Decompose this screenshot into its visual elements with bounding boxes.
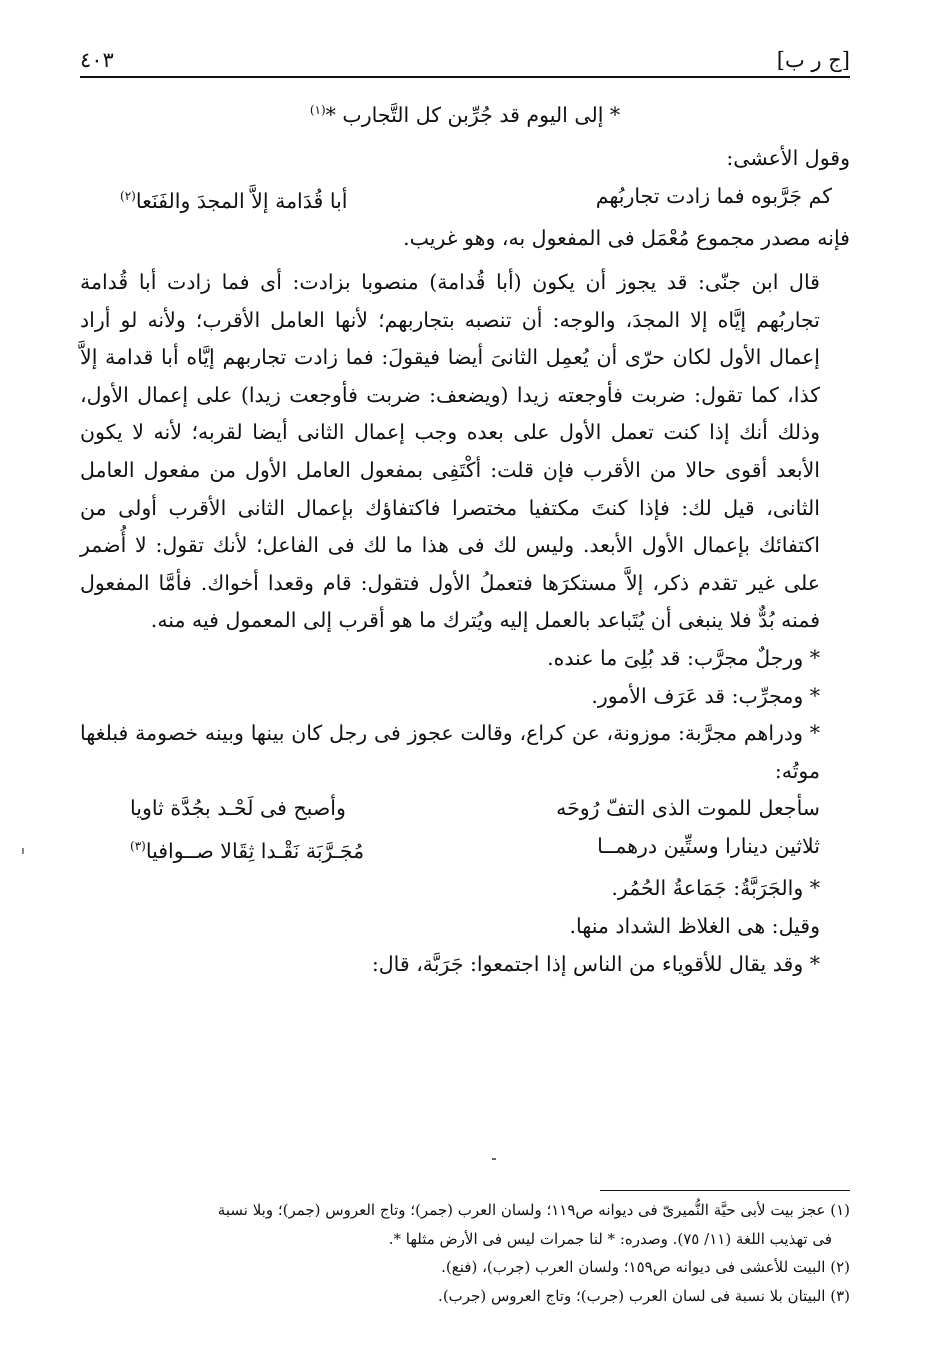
verse-hemistich-left: مُجَـرَّبَة نَقْـدا ثِقَالا صــوافيا$^{(٣)}$	[130, 838, 365, 863]
entry-line: * وقد يقال للأقوياء من الناس إذا اجتمعوا: جَرَبَّة، قال:	[371, 951, 820, 976]
quoted-hemistich: * إلى اليوم قد جُرِّبن كل التَّجارب *$^{(١)}$	[309, 102, 621, 127]
footnote-3: (٣) البيتان بلا نسبة فى لسان العرب (جرب)؛ وتاج العروس (جرب).	[438, 1286, 850, 1305]
section-root-label: [ج ر ب]	[776, 48, 850, 72]
verse-hemistich-right: ثلاثين دينارا وستِّين درهمــا	[597, 833, 820, 858]
verse-hemistich-left: أبا قُدَامة إلاَّ المجدَ والفَنَعا(٢)	[120, 178, 347, 220]
paragraph-ibn-jinni: قال ابن جنّى: قد يجوز أن يكون (أبا قُدامة) منصوبا بزادت: أى فما زادت أبا قُدامة تجاربُهم إيَّاه إلا المجدَ، والوجه: أن تنصبه بتجاربهم؛ لأنها العامل الأقرب؛ ولأنه لو أراد إعمال الأول لكان حرّى أن يُعمِل الثانىَ أيضا فيقولَ: فما زادت تجاربهم إيَّاه أبا قدامة إلاَّ كذا، كما تقول: ضربت فأوجعته زيدا (ويضعف: ضربت فأوجعت زيدا) على إعمال الأول، وذلك أنك إذا كنت تعمل الأول على بعده وجب إعمال الثانى أيضا لقربه؛ لأنه لا يكون الأبعد أقوى حالا من الأقرب فإن قلت: أكْتَفِى بمفعول العامل الأول من مفعول العامل الثانى، قيل لك: فإذا كنتَ مكتفيا مختصرا فاكتفاؤك بإعمال الثانى الأقرب أولى من اكتفائك بإعمال الأول الأبعد. وليس لك فى هذا ما لك فى الفاعل؛ لأنك تقول: لا أُضمر على غير تقدم ذكر، إلاَّ مستكرَها فتعملُ الأول فتقول: قام وقعدا أخواك. فأمَّا المفعول فمنه بُدٌّ فلا ينبغى أن يُتَباعد بالعمل إليه ويُترك ما هو أقرب إلى المعمول فيه منه.	[80, 270, 820, 633]
footnote-rule	[600, 1190, 850, 1191]
quote-intro: وقول الأعشى:	[726, 146, 850, 171]
footnote-ref-1: (١)	[309, 103, 326, 117]
header-rule	[80, 76, 850, 78]
entry-line: * والجَرَبَّةُ: جَمَاعةُ الحُمُر.	[611, 876, 820, 901]
text-line: فإنه مصدر مجموع مُعْمَل فى المفعول به، وهو غريب.	[403, 226, 850, 251]
text-line: وقيل: هى الغلاظ الشداد منها.	[569, 913, 820, 938]
entry-line: * ورجلٌ مجرَّب: قد بُلِىَ ما عنده.	[547, 645, 820, 670]
verse-hemistich-right: كم جَرَّبوه فما زادت تجاربُهم	[595, 184, 832, 209]
footnote-ref-2: (٢)	[120, 189, 136, 204]
footnote-ref-3: (٣)	[130, 838, 146, 853]
entry-paragraph: * ودراهم مجرَّبة: موزونة، عن كراع، وقالت عجوز فى رجل كان بينها وبينه خصومة فبلغها موتُه:	[80, 721, 820, 783]
page-header	[80, 42, 850, 72]
footnote-2: (٢) البيت للأعشى فى ديوانه ص١٥٩؛ ولسان العرب (جرب)، (فنع).	[441, 1258, 850, 1276]
verse-hemistich-left: وأصبح فى لَحْـد بجُدَّة ثاويا	[130, 796, 346, 821]
entry-line: * ومجرِّب: قد عَرَف الأمور.	[591, 683, 820, 708]
page-number: ٤٠٣	[80, 48, 114, 72]
print-speck	[492, 1158, 496, 1160]
footnote-1: (١) عجز بيت لأبى حيَّة النُّميرىّ فى ديوانه ص١١٩؛ ولسان العرب (جمر)؛ وتاج العروس (جمر)؛ وبلا نسبة	[217, 1201, 850, 1219]
verse-hemistich-right: سأجعل للموت الذى التفّ رُوحَه	[556, 796, 820, 821]
footnotes	[80, 1196, 850, 1310]
verse-line	[80, 828, 850, 870]
margin-mark	[22, 848, 24, 854]
verse-line	[80, 790, 850, 828]
verse-line	[80, 178, 850, 220]
footnote-1-continued: فى تهذيب اللغة (١١/ ٧٥). وصدره: * لنا جمرات ليس فى الأرض مثلها *.	[388, 1229, 832, 1248]
main-text	[80, 92, 850, 983]
